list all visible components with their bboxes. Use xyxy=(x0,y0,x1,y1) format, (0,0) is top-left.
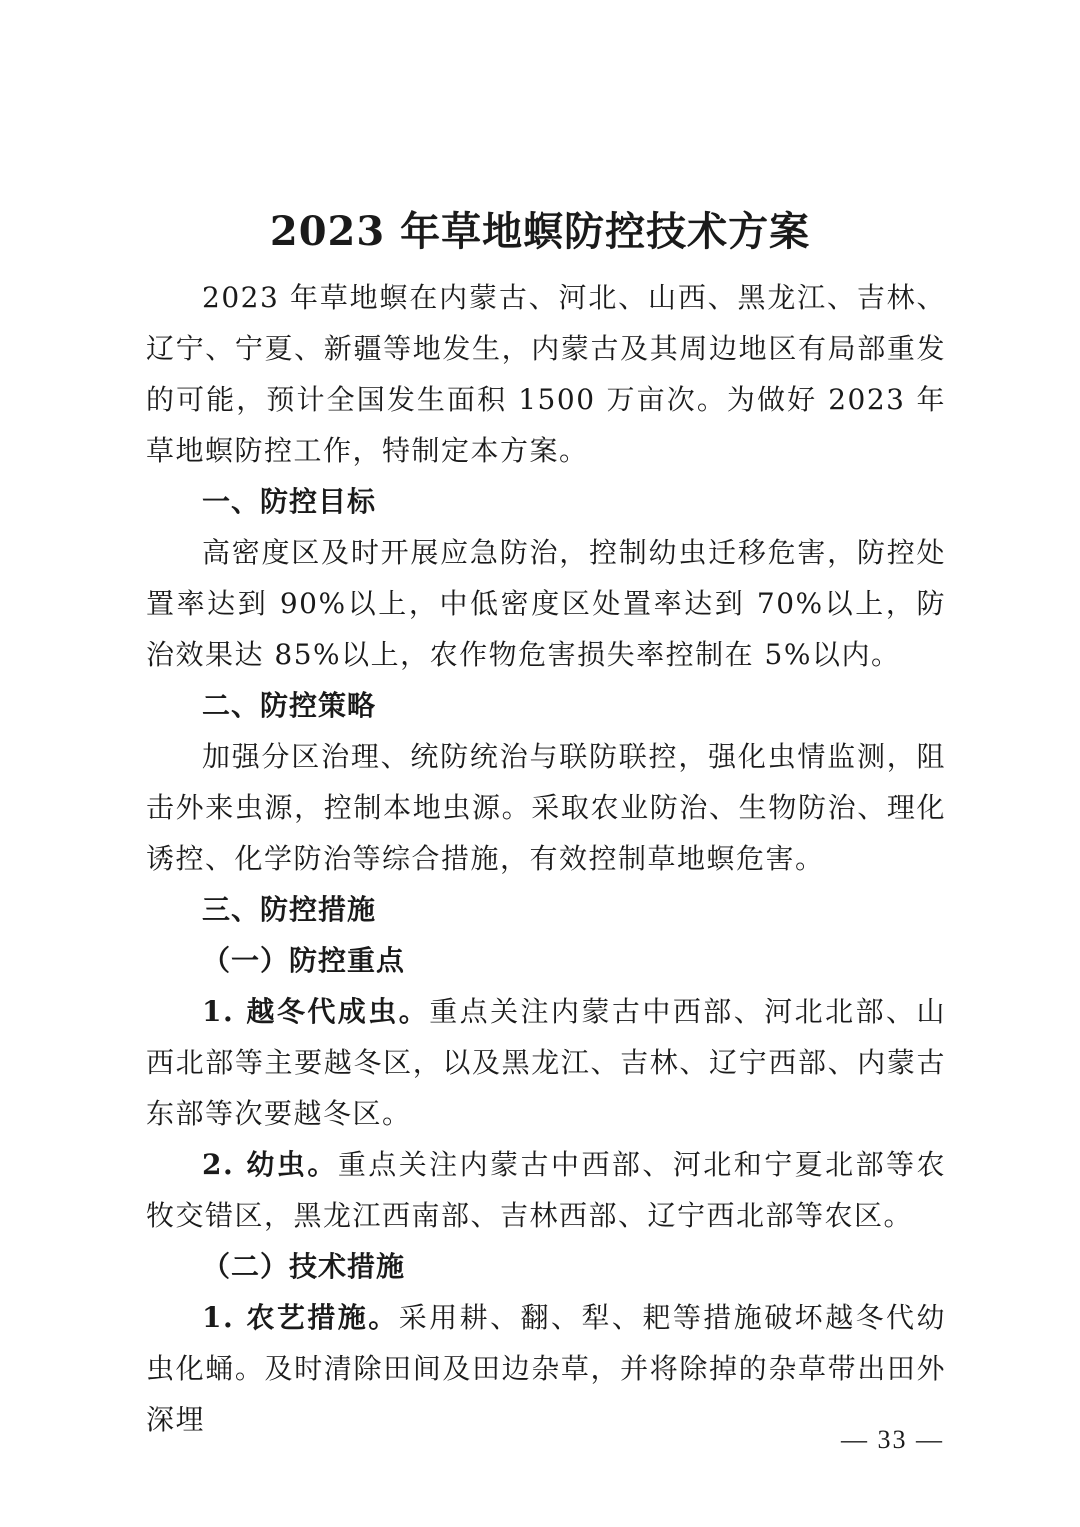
section-heading-goals: 一、防控目标 xyxy=(202,485,377,518)
item-lead-adults: 1. 越冬代成虫。 xyxy=(202,995,430,1028)
document-body xyxy=(146,272,946,1445)
intro-paragraph: 2023 年草地螟在内蒙古、河北、山西、黑龙江、吉林、辽宁、宁夏、新疆等地发生，内蒙古及其周边地区有局部重发的可能，预计全国发生面积 1500 万亩次。为做好 2023 年草地螟防控工作，特制定本方案。 xyxy=(146,281,946,467)
section-heading-measures: 三、防控措施 xyxy=(202,893,377,926)
page-number: — 33 — xyxy=(841,1425,944,1454)
item-text-agronomic: 采用耕、翻、犁、耙等措施破坏越冬代幼虫化蛹。及时清除田间及田边杂草，并将除掉的杂草带出田外深埋 xyxy=(146,1301,946,1436)
document-title: 2023 年草地螟防控技术方案 xyxy=(269,208,811,255)
technique-item-agronomic xyxy=(146,1292,946,1445)
focus-item-larvae xyxy=(146,1139,946,1241)
subsection-heading-focus: （一）防控重点 xyxy=(202,944,406,977)
subsection-heading-techniques: （二）技术措施 xyxy=(202,1250,406,1283)
goals-paragraph: 高密度区及时开展应急防治，控制幼虫迁移危害，防控处置率达到 90%以上，中低密度区处置率达到 70%以上，防治效果达 85%以上，农作物危害损失率控制在 5%以内。 xyxy=(146,536,946,671)
section-heading-strategy: 二、防控策略 xyxy=(202,689,377,722)
item-lead-agronomic: 1. 农艺措施。 xyxy=(202,1301,399,1334)
strategy-paragraph: 加强分区治理、统防统治与联防联控，强化虫情监测，阻击外来虫源，控制本地虫源。采取农业防治、生物防治、理化诱控、化学防治等综合措施，有效控制草地螟危害。 xyxy=(146,740,946,875)
item-text-larvae: 重点关注内蒙古中西部、河北和宁夏北部等农牧交错区，黑龙江西南部、吉林西部、辽宁西北部等农区。 xyxy=(146,1148,946,1232)
focus-item-adults xyxy=(146,986,946,1139)
item-lead-larvae: 2. 幼虫。 xyxy=(202,1148,338,1181)
item-text-adults: 重点关注内蒙古中西部、河北北部、山西北部等主要越冬区，以及黑龙江、吉林、辽宁西部、内蒙古东部等次要越冬区。 xyxy=(146,995,946,1130)
